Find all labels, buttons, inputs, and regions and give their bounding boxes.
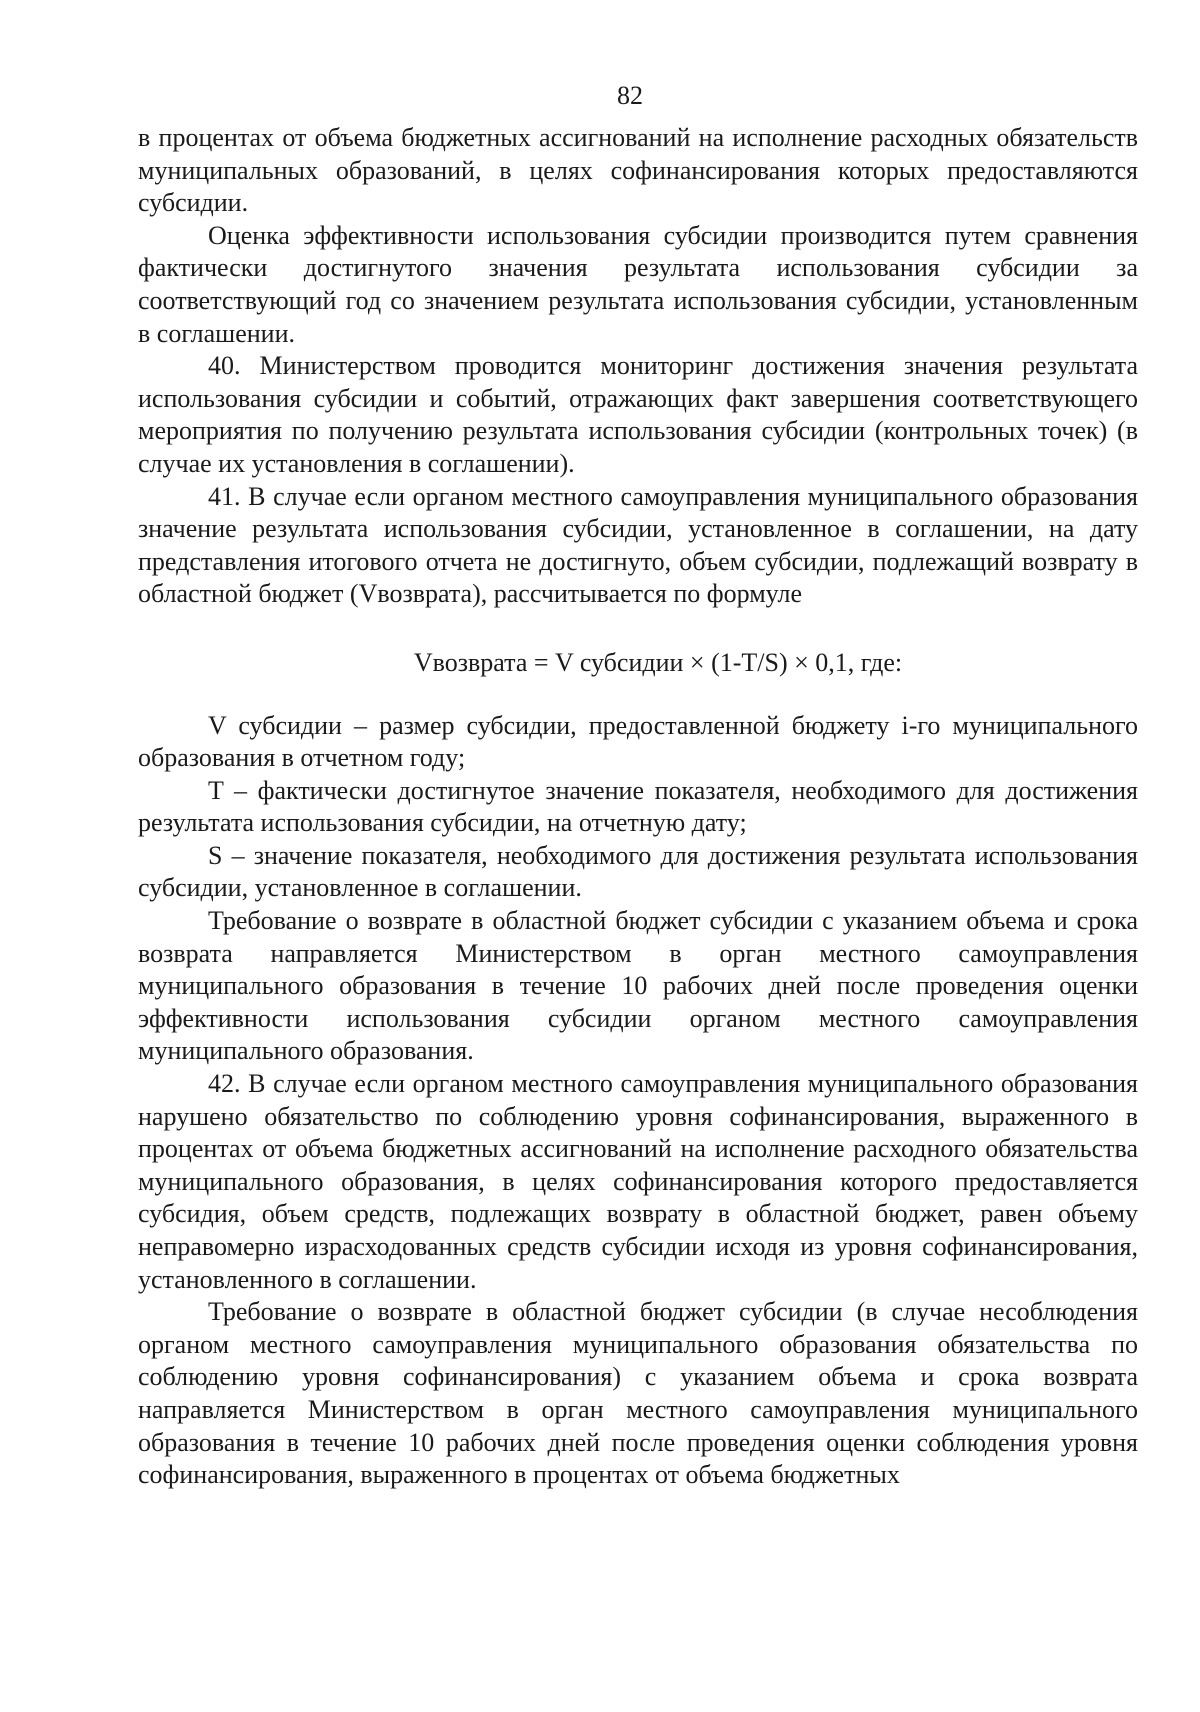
paragraph-cofinancing-refund-requirement: Требование о возврате в областной бюджет субсидии (в случае несоблюдения органом местного самоуправления муниципального образования обязательства по соблюдению уровня софинансирования) с указанием объема и срока возврата направляется Министерством в орган местного самоуправления муниципального образования в течение 10 рабочих дней после проведения оценки соблюдения уровня софинансирования, выраженного в процентах от объема бюджетных — [138, 1297, 1138, 1490]
document-body — [138, 122, 1138, 1492]
definition-t: T – фактически достигнутое значение показателя, необходимого для достижения результата использования субсидии, на отчетную дату; — [138, 775, 1138, 838]
formula: Vвозврата = V субсидии × (1-T/S) × 0,1, где: — [413, 647, 903, 677]
paragraph-item-41: 41. В случае если органом местного самоуправления муниципального образования значение результата использования субсидии, установленное в соглашении, на дату представления итогового отчета не достигнуто, объем субсидии, подлежащий возврату в областной бюджет (Vвозврата), рассчитывается по формуле — [138, 481, 1138, 609]
paragraph-item-40: 40. Министерством проводится мониторинг достижения значения результата использования субсидии и событий, отражающих факт завершения соответствующего мероприятия по получению результата использования субсидии (контрольных точек) (в случае их установления в соглашении). — [138, 351, 1138, 478]
page-number: 82 — [617, 81, 643, 110]
paragraph-efficiency-assessment: Оценка эффективности использования субсидии производится путем сравнения фактически достигнутого значения результата использования субсидии за соответствующий год со значением результата использования субсидии, установленным в соглашении. — [138, 220, 1138, 348]
paragraph-item-42: 42. В случае если органом местного самоуправления муниципального образования нарушено обязательство по соблюдению уровня софинансирования, выраженного в процентах от объема бюджетных ассигнований на исполнение расходного обязательства муниципального образования, в целях софинансирования которого предоставляется субсидия, объем средств, подлежащих возврату в областной бюджет, равен объему неправомерно израсходованных средств субсидии исходя из уровня софинансирования, установленного в соглашении. — [138, 1069, 1138, 1294]
definition-v-subsidy: V субсидии – размер субсидии, предоставленной бюджету i-го муниципального образования в отчетном году; — [138, 710, 1138, 773]
paragraph-continuation: в процентах от объема бюджетных ассигнований на исполнение расходных обязательств муниципальных образований, в целях софинансирования которых предоставляются субсидии. — [138, 123, 1138, 218]
definition-s: S – значение показателя, необходимого для достижения результата использования субсидии, установленное в соглашении. — [138, 840, 1138, 903]
paragraph-refund-requirement: Требование о возврате в областной бюджет субсидии с указанием объема и срока возврата направляется Министерством в орган местного самоуправления муниципального образования в течение 10 рабочих дней после проведения оценки эффективности использования субсидии органом местного самоуправления муниципального образования. — [138, 906, 1138, 1066]
